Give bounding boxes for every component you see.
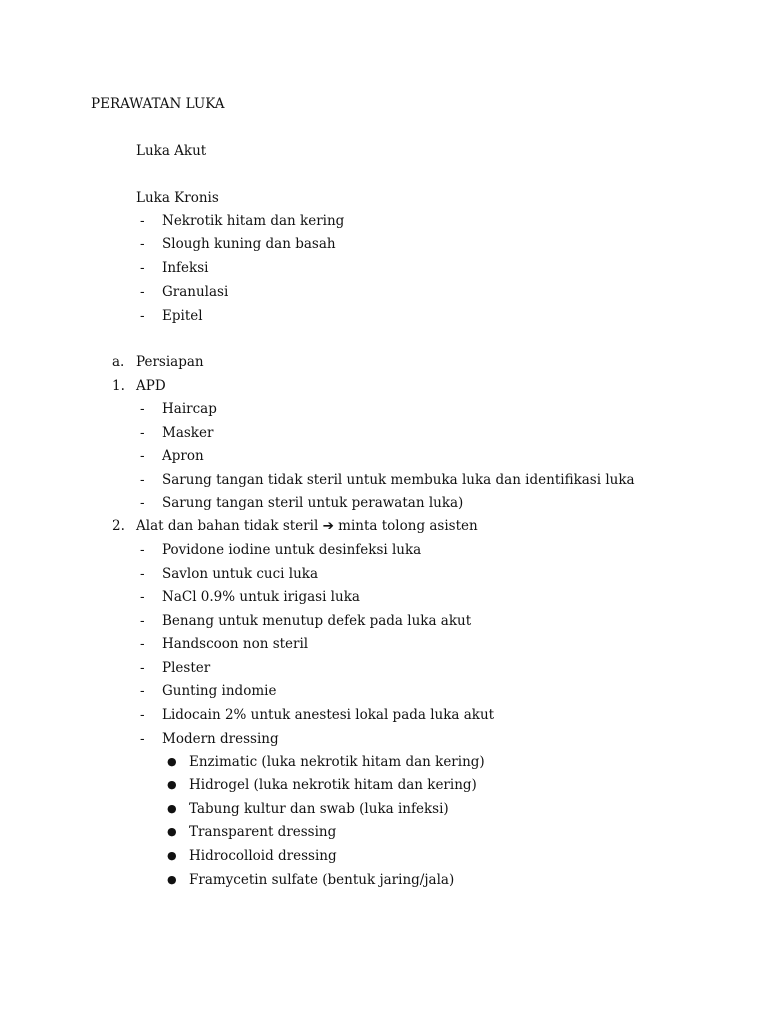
dash-marker: - <box>140 260 145 276</box>
list-item-text: Slough kuning dan basah <box>162 236 336 252</box>
dash-marker: - <box>140 495 145 511</box>
document-title: PERAWATAN LUKA <box>91 96 225 112</box>
bullet-item-text: Hidrocolloid dressing <box>189 848 337 864</box>
dash-marker: - <box>140 284 145 300</box>
section-marker: 2. <box>112 518 125 534</box>
bullet-item-text: Transparent dressing <box>189 824 337 840</box>
dash-marker: - <box>140 589 145 605</box>
bullet-item-text: Tabung kultur dan swab (luka infeksi) <box>189 801 449 817</box>
dash-marker: - <box>140 401 145 417</box>
dash-marker: - <box>140 707 145 723</box>
bullet-marker: ● <box>167 873 177 886</box>
section-label: APD <box>136 378 166 394</box>
dash-marker: - <box>140 613 145 629</box>
bullet-item-text: Framycetin sulfate (bentuk jaring/jala) <box>189 872 455 888</box>
section-label-after: minta tolong asisten <box>338 518 478 534</box>
bullet-item-text: Enzimatic (luka nekrotik hitam dan kering) <box>189 754 485 770</box>
section-marker: 1. <box>112 378 125 394</box>
list-item-text: Sarung tangan tidak steril untuk membuka luka dan identifikasi luka <box>162 472 635 488</box>
list-item-text: Plester <box>162 660 211 676</box>
list-item-text: Handscoon non steril <box>162 636 309 652</box>
list-item-text: Modern dressing <box>162 731 279 747</box>
bullet-marker: ● <box>167 849 177 862</box>
dash-marker: - <box>140 472 145 488</box>
bullet-marker: ● <box>167 778 177 791</box>
section-label-before: Alat dan bahan tidak steril <box>136 518 319 534</box>
dash-marker: - <box>140 683 145 699</box>
dash-marker: - <box>140 236 145 252</box>
list-item-text: Nekrotik hitam dan kering <box>162 213 345 229</box>
list-item-text: Povidone iodine untuk desinfeksi luka <box>162 542 422 558</box>
bullet-marker: ● <box>167 825 177 838</box>
list-item-text: Lidocain 2% untuk anestesi lokal pada luka akut <box>162 707 495 723</box>
bullet-item-text: Hidrogel (luka nekrotik hitam dan kering) <box>189 777 477 793</box>
list-item-text: Masker <box>162 425 214 441</box>
section-marker: a. <box>112 354 125 370</box>
bullet-marker: ● <box>167 755 177 768</box>
section-label <box>136 517 478 535</box>
list-item-text: Granulasi <box>162 284 229 300</box>
list-item-text: Benang untuk menutup defek pada luka akut <box>162 613 472 629</box>
list-item-text: Gunting indomie <box>162 683 277 699</box>
dash-marker: - <box>140 308 145 324</box>
list-item-text: Apron <box>162 448 204 464</box>
arrow-right-icon: ➔ <box>322 518 334 534</box>
dash-marker: - <box>140 660 145 676</box>
list-item-text: Savlon untuk cuci luka <box>162 566 319 582</box>
luka-kronis-heading: Luka Kronis <box>136 190 219 206</box>
list-item-text: NaCl 0.9% untuk irigasi luka <box>162 589 360 605</box>
dash-marker: - <box>140 566 145 582</box>
dash-marker: - <box>140 542 145 558</box>
luka-akut-heading: Luka Akut <box>136 143 207 159</box>
dash-marker: - <box>140 213 145 229</box>
list-item-text: Epitel <box>162 308 203 324</box>
dash-marker: - <box>140 731 145 747</box>
bullet-marker: ● <box>167 802 177 815</box>
dash-marker: - <box>140 636 145 652</box>
section-label: Persiapan <box>136 354 204 370</box>
list-item-text: Infeksi <box>162 260 209 276</box>
list-item-text: Sarung tangan steril untuk perawatan luka) <box>162 495 464 511</box>
list-item-text: Haircap <box>162 401 217 417</box>
dash-marker: - <box>140 425 145 441</box>
dash-marker: - <box>140 448 145 464</box>
